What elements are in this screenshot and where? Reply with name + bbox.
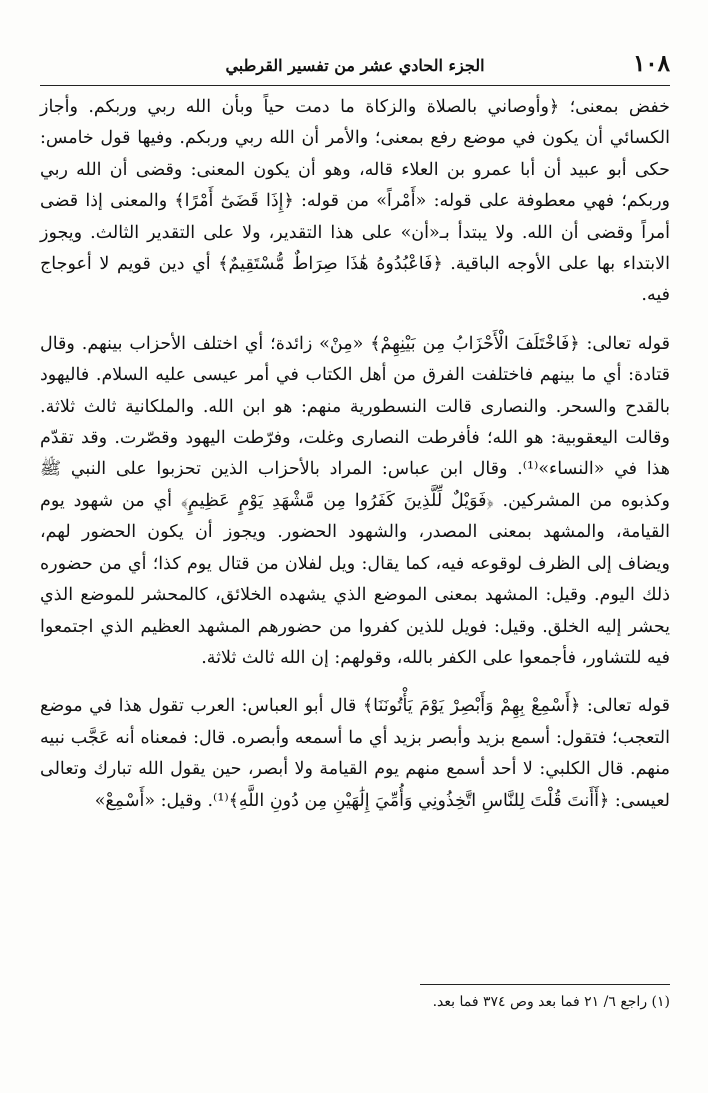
paragraph: خفض بمعنى؛ ﴿وأوصاني بالصلاة والزكاة ما دمت حياً وبأن الله ربي وربكم. وأجاز الكسائي أن يكون في موضع رفع بمعنى؛ والأمر أن الله ربي وربكم. وفيها قول خامس: حكى أبو عبيد أن أبا عمرو بن العلاء قاله، وهو أن يكون المعنى: وقضى أن الله ربي وربكم؛ فهي معطوفة على قوله: «أَمْراً» من قوله: ﴿إِذَا قَضَىٰٓ أَمْرًا﴾ والمعنى إذا قضى أمراً وقضى أن الله. ولا يبتدأ بـ«أن» على هذا التقدير، ولا على التقدير الثالث. ويجوز الابتداء بها على الأوجه الباقية. ﴿فَاعْبُدُوهُ هَٰذَا صِرَاطٌ مُّسْتَقِيمٌ﴾ أي دين قويم لا أعوجاج فيه. — [40, 97, 670, 306]
page-number: ١٠٨ — [632, 50, 670, 77]
footnote: (١) راجع ٦/ ٢١ فما بعد وص ٣٧٤ فما بعد. — [432, 994, 670, 1010]
paragraph: قوله تعالى: ﴿أَسْمِعْ بِهِمْ وَأَبْصِرْ يَوْمَ يَأْتُونَنَا﴾ قال أبو العباس: العرب تقول هذا في موضع التعجب؛ فتقول: أسمع بزيد وأبصر بزيد أي ما أسمعه وأبصره. قال: فمعناه أنه عَجَّب نبيه منهم. قال الكلبي: لا أحد أسمع منهم يوم القيامة ولا أبصر، حين يقول الله تبارك وتعالى لعيسى: ﴿أَأَنتَ قُلْتَ لِلنَّاسِ اتَّخِذُونِي وَأُمِّيَ إِلَٰهَيْنِ مِن دُونِ اللَّهِ﴾⁽¹⁾. وقيل: «أَسْمِعْ» — [40, 696, 670, 811]
footnote-divider — [420, 984, 670, 985]
body-text — [40, 92, 670, 817]
header-rule — [40, 85, 670, 86]
page-header — [40, 50, 670, 84]
running-title: الجزء الحادي عشر من تفسير القرطبي — [225, 56, 485, 75]
paragraph: قوله تعالى: ﴿فَاخْتَلَفَ الْأَحْزَابُ مِن بَيْنِهِمْ﴾ «مِنْ» زائدة؛ أي اختلف الأحزاب بينهم. وقال قتادة: أي ما بينهم فاختلفت الفرق من أهل الكتاب في أمر عيسى عليه السلام. فاليهود بالقدح والسحر. والنصارى قالت النسطورية منهم: هو ابن الله. والملكانية ثالث ثلاثة. وقالت اليعقوبية: هو الله؛ فأفرطت النصارى وغلت، وفرّطت اليهود وقصّرت. وقد تقدّم هذا في «النساء»⁽¹⁾. وقال ابن عباس: المراد بالأحزاب الذين تحزبوا على النبي ﷺ وكذبوه من المشركين. ﴿فَوَيْلٌ لِّلَّذِينَ كَفَرُوا مِن مَّشْهَدِ يَوْمٍ عَظِيمٍ﴾ أي من شهود يوم القيامة، والمشهد بمعنى المصدر، والشهود الحضور. ويجوز أن يكون الحضور لهم، ويضاف إلى الظرف لوقوعه فيه، كما يقال: ويل لفلان من قتال يوم كذا؛ أي من حضوره ذلك اليوم. وقيل: المشهد بمعنى الموضع الذي يشهده الخلائق، كالمحشر للموضع الذي يحشر إليه الخلق. وقيل: فويل للذين كفروا من حضورهم المشهد العظيم الذي اجتمعوا فيه للتشاور، فأجمعوا على الكفر بالله، وقولهم: إن الله ثالث ثلاثة. — [40, 333, 671, 668]
